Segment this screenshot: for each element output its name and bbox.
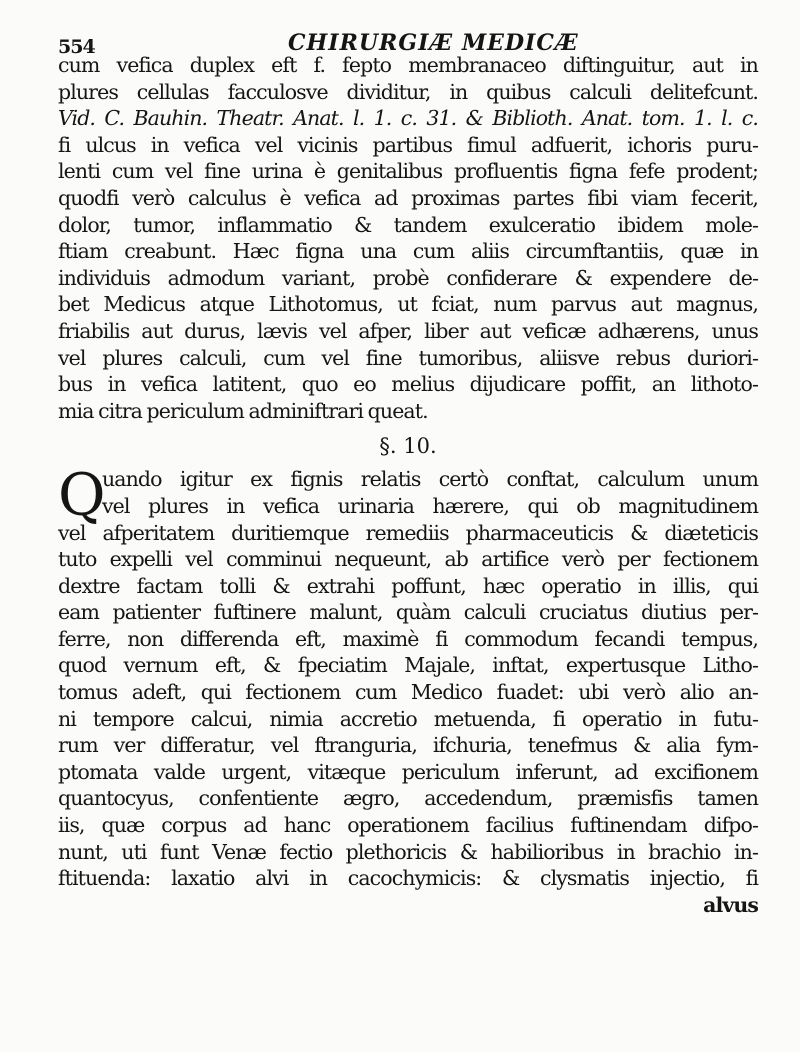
text-line: ptomata valde urgent, vitæque periculum inferunt, ad excifionem — [58, 759, 758, 784]
body-text — [58, 52, 758, 918]
text-line: bus in vefica latitent, quo eo melius dijudicare poffit, an lithoto- — [58, 372, 758, 397]
text-line: plures cellulas facculosve dividitur, in quibus calculi delitefcunt. — [58, 79, 758, 104]
drop-cap-initial: Q — [58, 461, 106, 530]
text-line: dextre factam tolli & extrahi poffunt, hæc operatio in illis, qui — [58, 573, 758, 598]
text-line: bet Medicus atque Lithotomus, ut fciat, num parvus aut magnus, — [58, 292, 758, 317]
page-number: 554 — [58, 36, 95, 58]
text-line: quod vernum eft, & fpeciatim Majale, inftat, expertusque Litho- — [58, 653, 758, 678]
text-line: vel plures in vefica urinaria hærere, qui ob magnitudinem — [102, 493, 758, 518]
text-line: lenti cum vel fine urina è genitalibus profluentis figna fefe prodent; — [58, 159, 758, 184]
section-mark: §. 10. — [379, 434, 437, 459]
paragraph-1 — [58, 52, 758, 424]
text-line: quantocyus, confentiente ægro, accedendum, præmisfis tamen — [58, 786, 758, 811]
page-header — [58, 14, 758, 58]
catchword: alvus — [703, 892, 758, 917]
text-line: Vid. C. Bauhin. Theatr. Anat. l. 1. c. 31. & Biblioth. Anat. tom. 1. l. c. — [58, 106, 758, 131]
text-line: ni tempore calcui, nimia accretio metuenda, fi operatio in futu- — [58, 706, 758, 731]
drop-cap-block — [58, 461, 758, 530]
text-line: iis, quæ corpus ad hanc operationem facilius fuftinendam difpo- — [58, 813, 758, 838]
text-line: fi ulcus in vefica vel vicinis partibus fimul adfuerit, ichoris puru- — [58, 132, 758, 157]
text-line: rum ver differatur, vel ftranguria, ifchuria, tenefmus & alia fym- — [58, 733, 758, 758]
text-line: dolor, tumor, inflammatio & tandem exulceratio ibidem mole- — [58, 212, 758, 237]
text-line: vel afperitatem duritiemque remediis pharmaceuticis & diæteticis — [58, 520, 758, 545]
text-line: ftiam creabunt. Hæc figna una cum aliis circumftantiis, quæ in — [58, 239, 758, 264]
text-line: ferre, non differenda eft, maximè fi commodum fecandi tempus, — [58, 626, 758, 651]
text-line: uando igitur ex fignis relatis certò conftat, calculum unum — [102, 467, 758, 492]
text-line: nunt, uti funt Venæ fectio plethoricis & habilioribus in brachio in- — [58, 839, 758, 864]
text-line: individuis admodum variant, probè confiderare & expendere de- — [58, 265, 758, 290]
running-title: CHIRURGIÆ MEDICÆ — [288, 30, 579, 56]
text-line: mia citra periculum adminiftrari queat. — [58, 398, 428, 423]
text-line: friabilis aut durus, lævis vel afper, liber aut veficæ adhærens, unus — [58, 318, 758, 343]
text-line: tomus adeft, qui fectionem cum Medico fuadet: ubi verò alio an- — [58, 680, 758, 705]
text-line: cum vefica duplex eft f. fepto membranaceo diftinguitur, aut in — [58, 53, 758, 77]
text-line: ftituenda: laxatio alvi in cacochymicis: & clysmatis injectio, fi — [58, 866, 758, 891]
text-line: vel plures calculi, cum vel fine tumoribus, aliisve rebus duriori- — [58, 345, 758, 370]
text-line: quodfi verò calculus è vefica ad proximas partes fibi viam fecerit, — [58, 185, 758, 210]
text-line: tuto expelli vel comminui nequeunt, ab artifice verò per fectionem — [58, 547, 758, 572]
text-line: eam patienter fuftinere malunt, quàm calculi cruciatus diutius per- — [58, 600, 758, 625]
paragraph-2 — [58, 461, 758, 918]
